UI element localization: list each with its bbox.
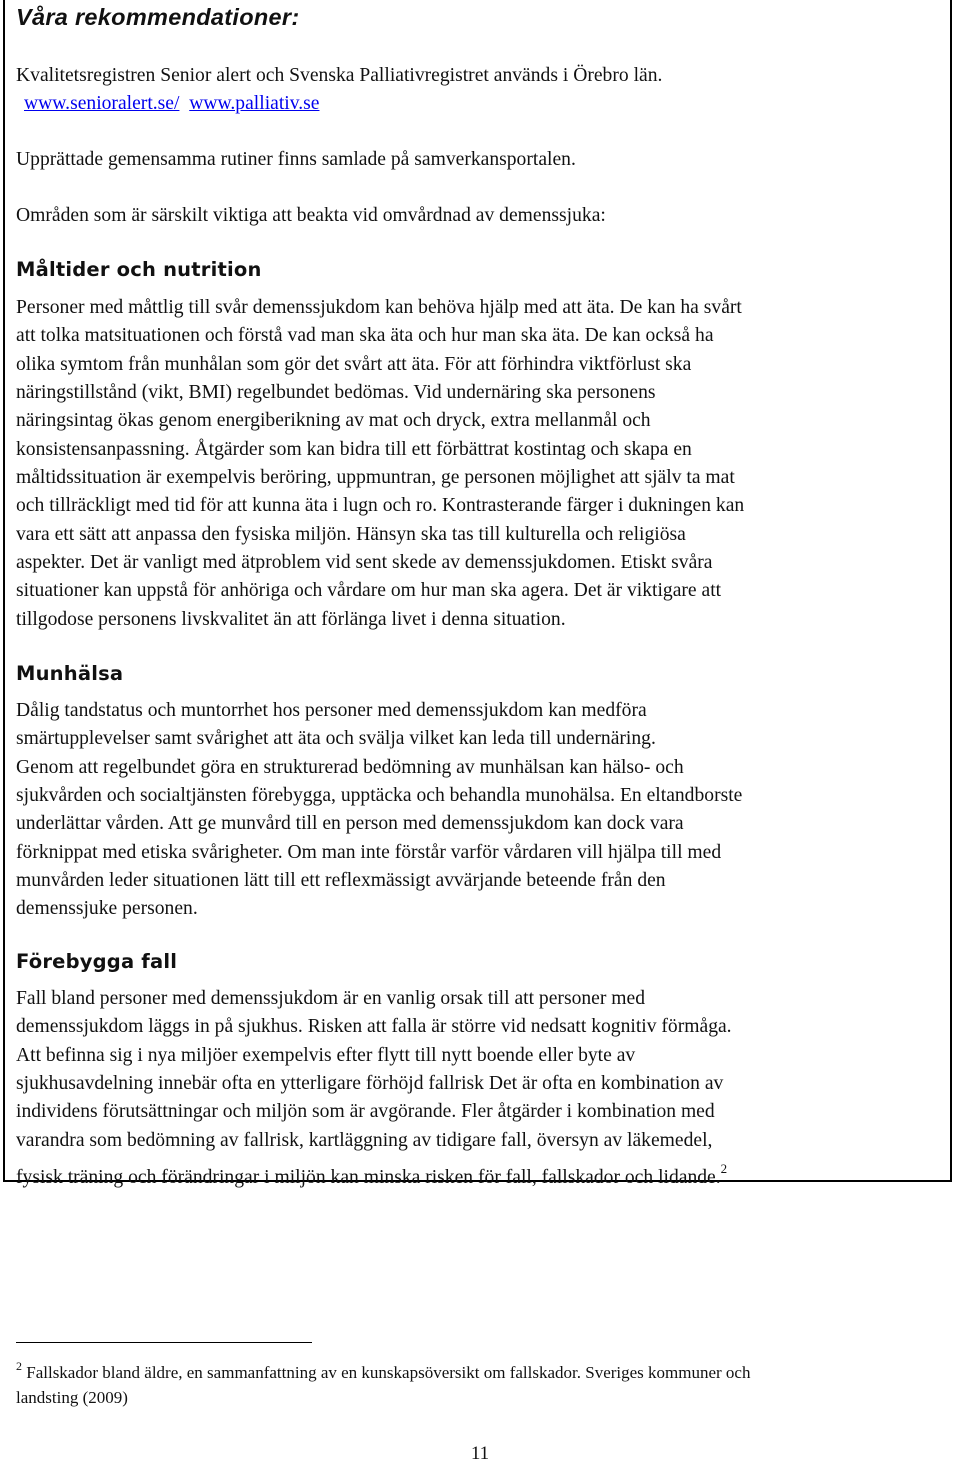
heading: Våra rekommendationer: bbox=[16, 4, 300, 30]
intro-links bbox=[24, 90, 319, 118]
paragraph-line: Att befinna sig i nya miljöer exempelvis efter flytt till nytt boende eller byte av bbox=[16, 1045, 636, 1066]
footnote bbox=[16, 1354, 750, 1410]
footnote-ref[interactable]: 2 bbox=[720, 1161, 728, 1176]
paragraph-line: vara ett sätt att anpassa den fysiska miljön. Hänsyn ska tas till kulturella och religiösa bbox=[16, 524, 686, 545]
paragraph-line: munvården leder situationen lätt till ett reflexmässigt avvärjande beteende från den bbox=[16, 870, 666, 891]
paragraph-line: förknippat med etiska svårigheter. Om man inte förstår varför vårdaren vill hjälpa till med bbox=[16, 842, 722, 863]
section-title-nutrition: Måltider och nutrition bbox=[16, 258, 262, 281]
paragraph-line: måltidssituation är exempelvis beröring, uppmuntran, ge personen möjlighet att själv ta mat bbox=[16, 467, 735, 488]
paragraph-line: demenssjuke personen. bbox=[16, 898, 198, 919]
paragraph-line: Personer med måttlig till svår demenssjukdom kan behöva hjälp med att äta. De kan ha svårt bbox=[16, 297, 742, 318]
paragraph-line: Fall bland personer med demenssjukdom är en vanlig orsak till att personer med bbox=[16, 988, 646, 1009]
paragraph-line: sjukvården och socialtjänsten förebygga, upptäcka och behandla munohälsa. En eltandborste bbox=[16, 785, 743, 806]
paragraph-line bbox=[16, 1155, 727, 1192]
paragraph-line: smärtupplevelser samt svårighet att äta och svälja vilket kan leda till undernäring. bbox=[16, 728, 656, 749]
footnote-separator bbox=[16, 1342, 312, 1343]
paragraph-line: konsistensanpassning. Åtgärder som kan bidra till ett förbättrat kostintag och skapa en bbox=[16, 439, 692, 460]
intro-line: Upprättade gemensamma rutiner finns samlade på samverkansportalen. bbox=[16, 149, 576, 170]
section-title-forebygga-fall: Förebygga fall bbox=[16, 950, 178, 973]
paragraph-line: att tolka matsituationen och förstå vad man ska äta och hur man ska äta. De kan också ha bbox=[16, 325, 714, 346]
paragraph-line: näringsintag ökas genom energiberikning av mat och dryck, extra mellanmål och bbox=[16, 410, 651, 431]
paragraph-line: Genom att regelbundet göra en strukturerad bedömning av munhälsan kan hälso- och bbox=[16, 757, 684, 778]
paragraph-text: fysisk träning och förändringar i miljön kan minska risken för fall, fallskador och lidande. bbox=[16, 1167, 721, 1188]
paragraph-line: och tillräckligt med tid för att kunna äta i lugn och ro. Kontrasterande färger i dukningen kan bbox=[16, 495, 745, 516]
intro-line: Områden som är särskilt viktiga att beakta vid omvårdnad av demenssjuka: bbox=[16, 205, 606, 226]
paragraph-line: individens förutsättningar och miljön som är avgörande. Fler åtgärder i kombination med bbox=[16, 1101, 715, 1122]
paragraph-line: demenssjukdom läggs in på sjukhus. Risken att falla är större vid nedsatt kognitiv förmåga. bbox=[16, 1016, 732, 1037]
paragraph-line: näringstillstånd (vikt, BMI) regelbundet bedömas. Vid undernäring ska personens bbox=[16, 382, 656, 403]
intro-line: Kvalitetsregistren Senior alert och Svenska Palliativregistret används i Örebro län. bbox=[16, 65, 663, 86]
footnote-text: Fallskador bland äldre, en sammanfattning av en kunskapsöversikt om fallskador. Sveriges kommuner och bbox=[26, 1363, 751, 1382]
paragraph-line: aspekter. Det är vanligt med ätproblem vid sent skede av demenssjukdomen. Etiskt svåra bbox=[16, 552, 713, 573]
paragraph-line: tillgodose personens livskvalitet än att förlänga livet i denna situation. bbox=[16, 609, 566, 630]
paragraph-line: underlättar vården. Att ge munvård till en person med demenssjukdom kan dock vara bbox=[16, 813, 684, 834]
paragraph-line: olika symtom från munhålan som gör det svårt att äta. För att förhindra viktförlust ska bbox=[16, 354, 692, 375]
section-title-munhalsa: Munhälsa bbox=[16, 662, 124, 685]
palliativ-link[interactable]: www.palliativ.se bbox=[189, 93, 320, 114]
paragraph-line: varandra som bedömning av fallrisk, kartläggning av tidigare fall, översyn av läkemedel, bbox=[16, 1130, 713, 1151]
paragraph-line: situationer kan uppstå för anhöriga och vårdare om hur man ska agera. Det är viktigare att bbox=[16, 580, 722, 601]
page-number: 11 bbox=[470, 1443, 490, 1464]
paragraph-line: Dålig tandstatus och muntorrhet hos personer med demenssjukdom kan medföra bbox=[16, 700, 647, 721]
footnote-text: landsting (2009) bbox=[16, 1388, 128, 1407]
paragraph-line: sjukhusavdelning innebär ofta en ytterligare förhöjd fallrisk Det är ofta en kombination av bbox=[16, 1073, 724, 1094]
footnote-number: 2 bbox=[16, 1359, 22, 1373]
senioralert-link[interactable]: www.senioralert.se/ bbox=[24, 93, 180, 114]
